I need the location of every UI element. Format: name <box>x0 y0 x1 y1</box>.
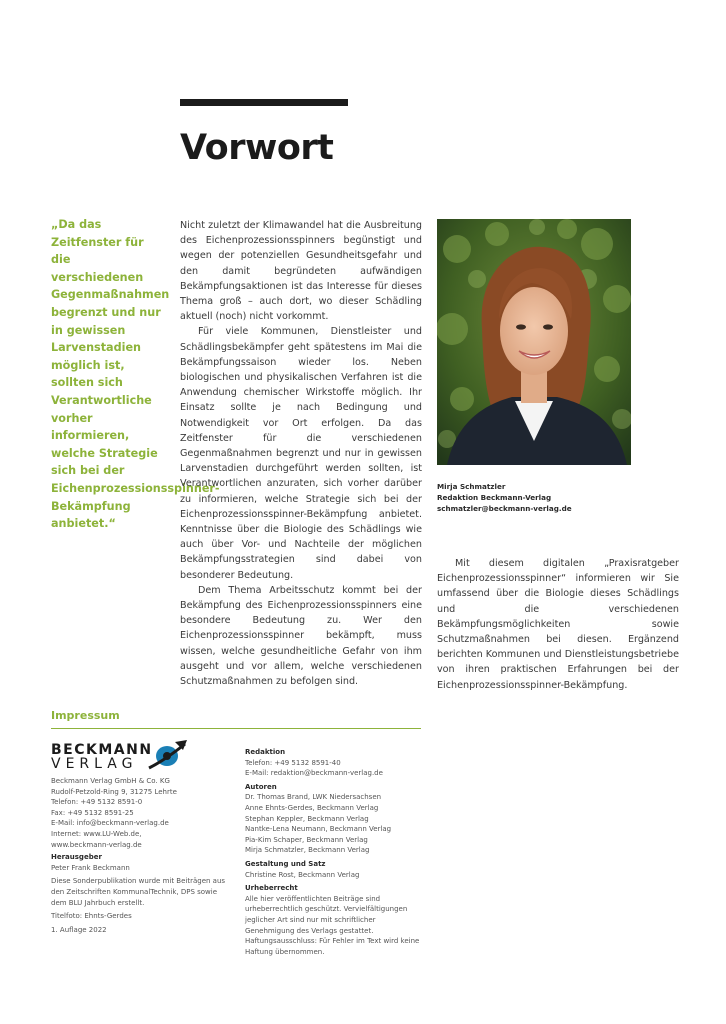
body-column <box>180 218 422 689</box>
publisher-email-link[interactable]: E-Mail: info@beckmann-verlag.de <box>51 819 169 828</box>
publisher-line: Fax: +49 5132 8591-25 <box>51 808 134 817</box>
author-line: Stephan Keppler, Beckmann Verlag <box>245 814 369 823</box>
herausgeber-name: Peter Frank Beckmann <box>51 863 130 872</box>
logo-line-1: BECKMANN <box>51 742 153 758</box>
urheberrecht-heading: Urheberrecht <box>245 884 298 893</box>
author-line: Dr. Thomas Brand, LWK Niedersachsen <box>245 793 382 802</box>
impressum-divider <box>51 728 421 729</box>
top-rule <box>180 99 348 106</box>
redaktion-phone: Telefon: +49 5132 8591-40 <box>245 758 341 767</box>
body-paragraph-3: Dem Thema Arbeitsschutz kommt bei der Bekämpfung des Eichenprozessionsspinners eine besondere Bedeutung zu. Wer den Eichenprozessionsspinner bekämpft, muss wissen, welche gesundheitliche Gefahr von ihm ausgeht und vor allem, welche verschiedenen Schutzmaßnahmen zu befolgen sind. <box>180 584 422 688</box>
redaktion-email-link[interactable]: E-Mail: redaktion@beckmann-verlag.de <box>245 769 383 778</box>
page-title: Vorwort <box>180 128 334 168</box>
body-paragraph-2: Für viele Kommunen, Dienstleister und Schädlingsbekämpfer geht spätestens im Mai die Bekämpfungssaison wieder los. Neben biologischen und physikalischen Verfahren ist die Anwendung chemischer Wirkstoffe möglich. Ihr Einsatz sollte je nach Bedingung und Notwendigkeit vor Ort erfolgen. Da das Zeitfenster für die verschiedenen Gegenmaßnahmen begrenzt und nur in gewissen Larvenstadien durchgeführt werden sollten, ist Verantwortlichen anzuraten, sich vorher darüber zu informieren, welche Strategie sich bei der Eichenprozessionsspinner-Bekämpfung anbietet. Kenntnisse über die Biologie des Schädlings wie auch über Vor- und Nachteile der möglichen Bekämpfungsstrategien sind dabei von besonderer Bedeutung. <box>180 326 422 581</box>
photo-caption <box>437 481 637 514</box>
logo-mark-icon <box>145 738 189 772</box>
redaktion-heading: Redaktion <box>245 748 286 756</box>
impressum-publisher-block <box>51 776 231 935</box>
publication-note: Diese Sonderpublikation wurde mit Beiträgen aus den Zeitschriften KommunalTechnik, DPS sowie dem BLU Jahrbuch erstellt. <box>51 877 226 907</box>
body-paragraph-1: Nicht zuletzt der Klimawandel hat die Ausbreitung des Eichenprozessionsspinners begünstigt und wegen der potenziellen Gesundheitsgefahr und den damit begründeten aufwändigen Bekämpfungsaktionen ist das Interesse für dieses Thema groß – auch dort, wo dieser Schädling aktuell (noch) nicht vorkommt. <box>180 220 422 323</box>
publisher-line: Telefon: +49 5132 8591-0 <box>51 798 143 807</box>
logo-line-2: VERLAG <box>51 756 138 772</box>
author-line: Anne Ehnts-Gerdes, Beckmann Verlag <box>245 803 379 812</box>
edition: 1. Auflage 2022 <box>51 925 107 934</box>
caption-email[interactable]: schmatzler@beckmann-verlag.de <box>437 504 572 513</box>
caption-name: Mirja Schmatzler <box>437 482 506 491</box>
gestaltung-heading: Gestaltung und Satz <box>245 859 326 868</box>
intro-paragraph: Mit diesem digitalen „Praxisratgeber Eichenprozessionsspinner“ informieren wir Sie umfassend über die Biologie dieses Schädlings und die verschiedenen Bekämpfungsmöglichkeiten sowie Schutzmaßnahmen bei diesen. Ergänzend berichten Kommunen und Dienstleistungsbetriebe von ihren praktischen Erfahrungen bei der Eichenprozessionsspinner-Bekämpfung. <box>437 558 679 691</box>
portrait-photo <box>437 219 631 465</box>
herausgeber-heading: Herausgeber <box>51 853 102 862</box>
publisher-web-link[interactable]: www.beckmann-verlag.de <box>51 840 142 849</box>
autoren-heading: Autoren <box>245 782 277 791</box>
cover-photo-credit: Titelfoto: Ehnts-Gerdes <box>51 912 132 921</box>
publisher-web-link[interactable]: Internet: www.LU-Web.de, <box>51 829 142 838</box>
gestaltung-name: Christine Rost, Beckmann Verlag <box>245 870 360 879</box>
pull-quote: „Da das Zeitfenster für die verschiedenen Gegenmaßnahmen begrenzt und nur in gewissen Larvenstadien möglich ist, sollten sich Verantwortliche vorher informieren, welche Strategie sich bei der Eichenprozessionsspinner-Bekämpfung anbietet.“ <box>51 218 220 531</box>
beckmann-logo <box>51 738 211 774</box>
impressum-credits-block <box>245 744 425 957</box>
urheberrecht-text: Alle hier veröffentlichten Beiträge sind urheberrechtlich geschützt. Vervielfältigungen jeglicher Art sind nur mit schriftlicher Genehmigung des Verlags gestattet. Haftungsausschluss: Für Fehler im Text wird keine Haftung übernommen. <box>245 894 420 956</box>
publisher-line: Rudolf-Petzold-Ring 9, 31275 Lehrte <box>51 787 177 796</box>
caption-role: Redaktion Beckmann-Verlag <box>437 493 552 502</box>
author-line: Pia-Kim Schaper, Beckmann Verlag <box>245 835 368 844</box>
author-line: Nantke-Lena Neumann, Beckmann Verlag <box>245 825 392 834</box>
author-line: Mirja Schmatzler, Beckmann Verlag <box>245 846 370 855</box>
impressum-heading: Impressum <box>51 709 120 722</box>
publisher-line: Beckmann Verlag GmbH & Co. KG <box>51 777 170 785</box>
